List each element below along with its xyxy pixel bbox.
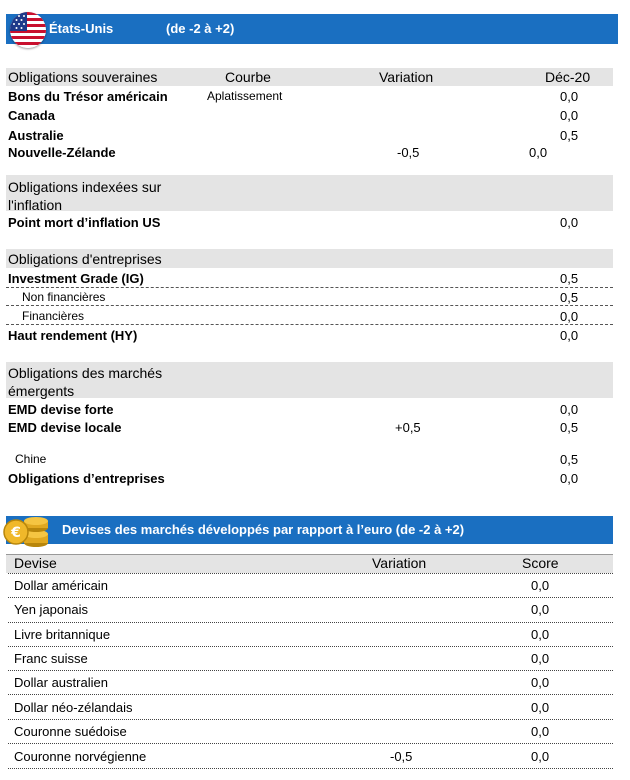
table-row-score: 0,0: [560, 215, 579, 230]
fx-banner: [6, 516, 613, 544]
table-row-score: 0,0: [560, 402, 579, 417]
table-row-score: 0,0: [531, 724, 550, 739]
svg-text:€: €: [11, 525, 21, 541]
col-curve: Courbe: [225, 69, 271, 85]
table-row-name: Financières: [22, 309, 85, 323]
row-divider: [8, 646, 613, 647]
table-row-score: 0,0: [531, 749, 550, 764]
emerging-header: [6, 362, 613, 398]
table-row-variation: +0,5: [395, 420, 421, 435]
corporate-header: [6, 249, 613, 268]
row-divider: [8, 670, 613, 671]
table-row-score: 0,0: [560, 108, 579, 123]
col-fx-score: Score: [522, 555, 559, 571]
row-divider: [8, 622, 613, 623]
row-divider: [8, 694, 613, 695]
inflation-header: [6, 175, 613, 211]
table-row-name: Nouvelle-Zélande: [8, 145, 116, 160]
table-row-curve: Aplatissement: [207, 89, 283, 103]
col-sovereign: Obligations souveraines: [8, 69, 158, 85]
table-row-score: 0,0: [560, 89, 579, 104]
table-row-variation: -0,5: [397, 145, 420, 160]
row-divider: [6, 287, 613, 288]
table-row-score: 0,0: [560, 471, 579, 486]
header-title: États-Unis: [49, 21, 114, 36]
table-row-name: Couronne suédoise: [14, 724, 127, 739]
table-row-score: 0,0: [531, 651, 550, 666]
table-row-name: Livre britannique: [14, 627, 111, 642]
table-row-name: Dollar australien: [14, 675, 108, 690]
row-divider: [8, 597, 613, 598]
table-row-name: Non financières: [22, 290, 106, 304]
row-divider: [6, 324, 613, 325]
row-divider: [6, 305, 613, 306]
table-row-name: Australie: [8, 128, 64, 143]
col-currency: Devise: [14, 555, 57, 571]
corporate-title: Obligations d'entreprises: [8, 251, 162, 267]
table-row-name: Yen japonais: [14, 602, 88, 617]
table-row-name: EMD devise forte: [8, 402, 114, 417]
sovereign-header: [6, 68, 613, 86]
col-date: Déc-20: [545, 69, 591, 85]
table-row-name: Chine: [15, 452, 47, 466]
table-row-score: 0,5: [560, 420, 579, 435]
euro-coins-icon: [2, 512, 50, 548]
table-row-name: Franc suisse: [14, 651, 88, 666]
table-row-name: Dollar néo-zélandais: [14, 700, 133, 715]
table-row-score: 0,0: [531, 675, 550, 690]
row-divider: [8, 719, 613, 720]
table-row-score: 0,5: [560, 128, 579, 143]
table-row-score: 0,0: [560, 309, 579, 324]
row-divider: [8, 743, 613, 744]
table-row-score: 0,0: [531, 700, 550, 715]
header-banner: [6, 14, 618, 44]
fx-banner-title: Devises des marchés développés par rapport à l’euro (de -2 à +2): [62, 522, 465, 537]
table-row-score: 0,5: [560, 271, 579, 286]
emerging-title: Obligations des marchés émergents: [8, 365, 163, 399]
fx-header: [6, 554, 613, 573]
inflation-title: Obligations indexées sur l'inflation: [8, 179, 162, 213]
row-divider: [8, 573, 613, 574]
table-row-score: 0,5: [560, 290, 579, 305]
table-row-name: Canada: [8, 108, 55, 123]
table-row-name: Couronne norvégienne: [14, 749, 147, 764]
table-row-score: 0,5: [560, 452, 579, 467]
table-row-score: 0,0: [529, 145, 548, 160]
table-row-variation: -0,5: [390, 749, 413, 764]
table-row-name: Bons du Trésor américain: [8, 89, 168, 104]
table-row-name: Investment Grade (IG): [8, 271, 144, 286]
table-row-score: 0,0: [531, 578, 550, 593]
table-row-score: 0,0: [531, 602, 550, 617]
us-flag-icon: [10, 12, 46, 48]
table-row-name: Point mort d’inflation US: [8, 215, 161, 230]
table-row-score: 0,0: [560, 328, 579, 343]
table-row-score: 0,0: [531, 627, 550, 642]
col-fx-variation: Variation: [372, 555, 427, 571]
row-divider: [8, 768, 613, 769]
header-scale: (de -2 à +2): [166, 21, 235, 36]
table-row-name: Haut rendement (HY): [8, 328, 138, 343]
table-row-name: Obligations d’entreprises: [8, 471, 165, 486]
col-variation: Variation: [379, 69, 434, 85]
table-row-name: Dollar américain: [14, 578, 108, 593]
table-row-name: EMD devise locale: [8, 420, 122, 435]
